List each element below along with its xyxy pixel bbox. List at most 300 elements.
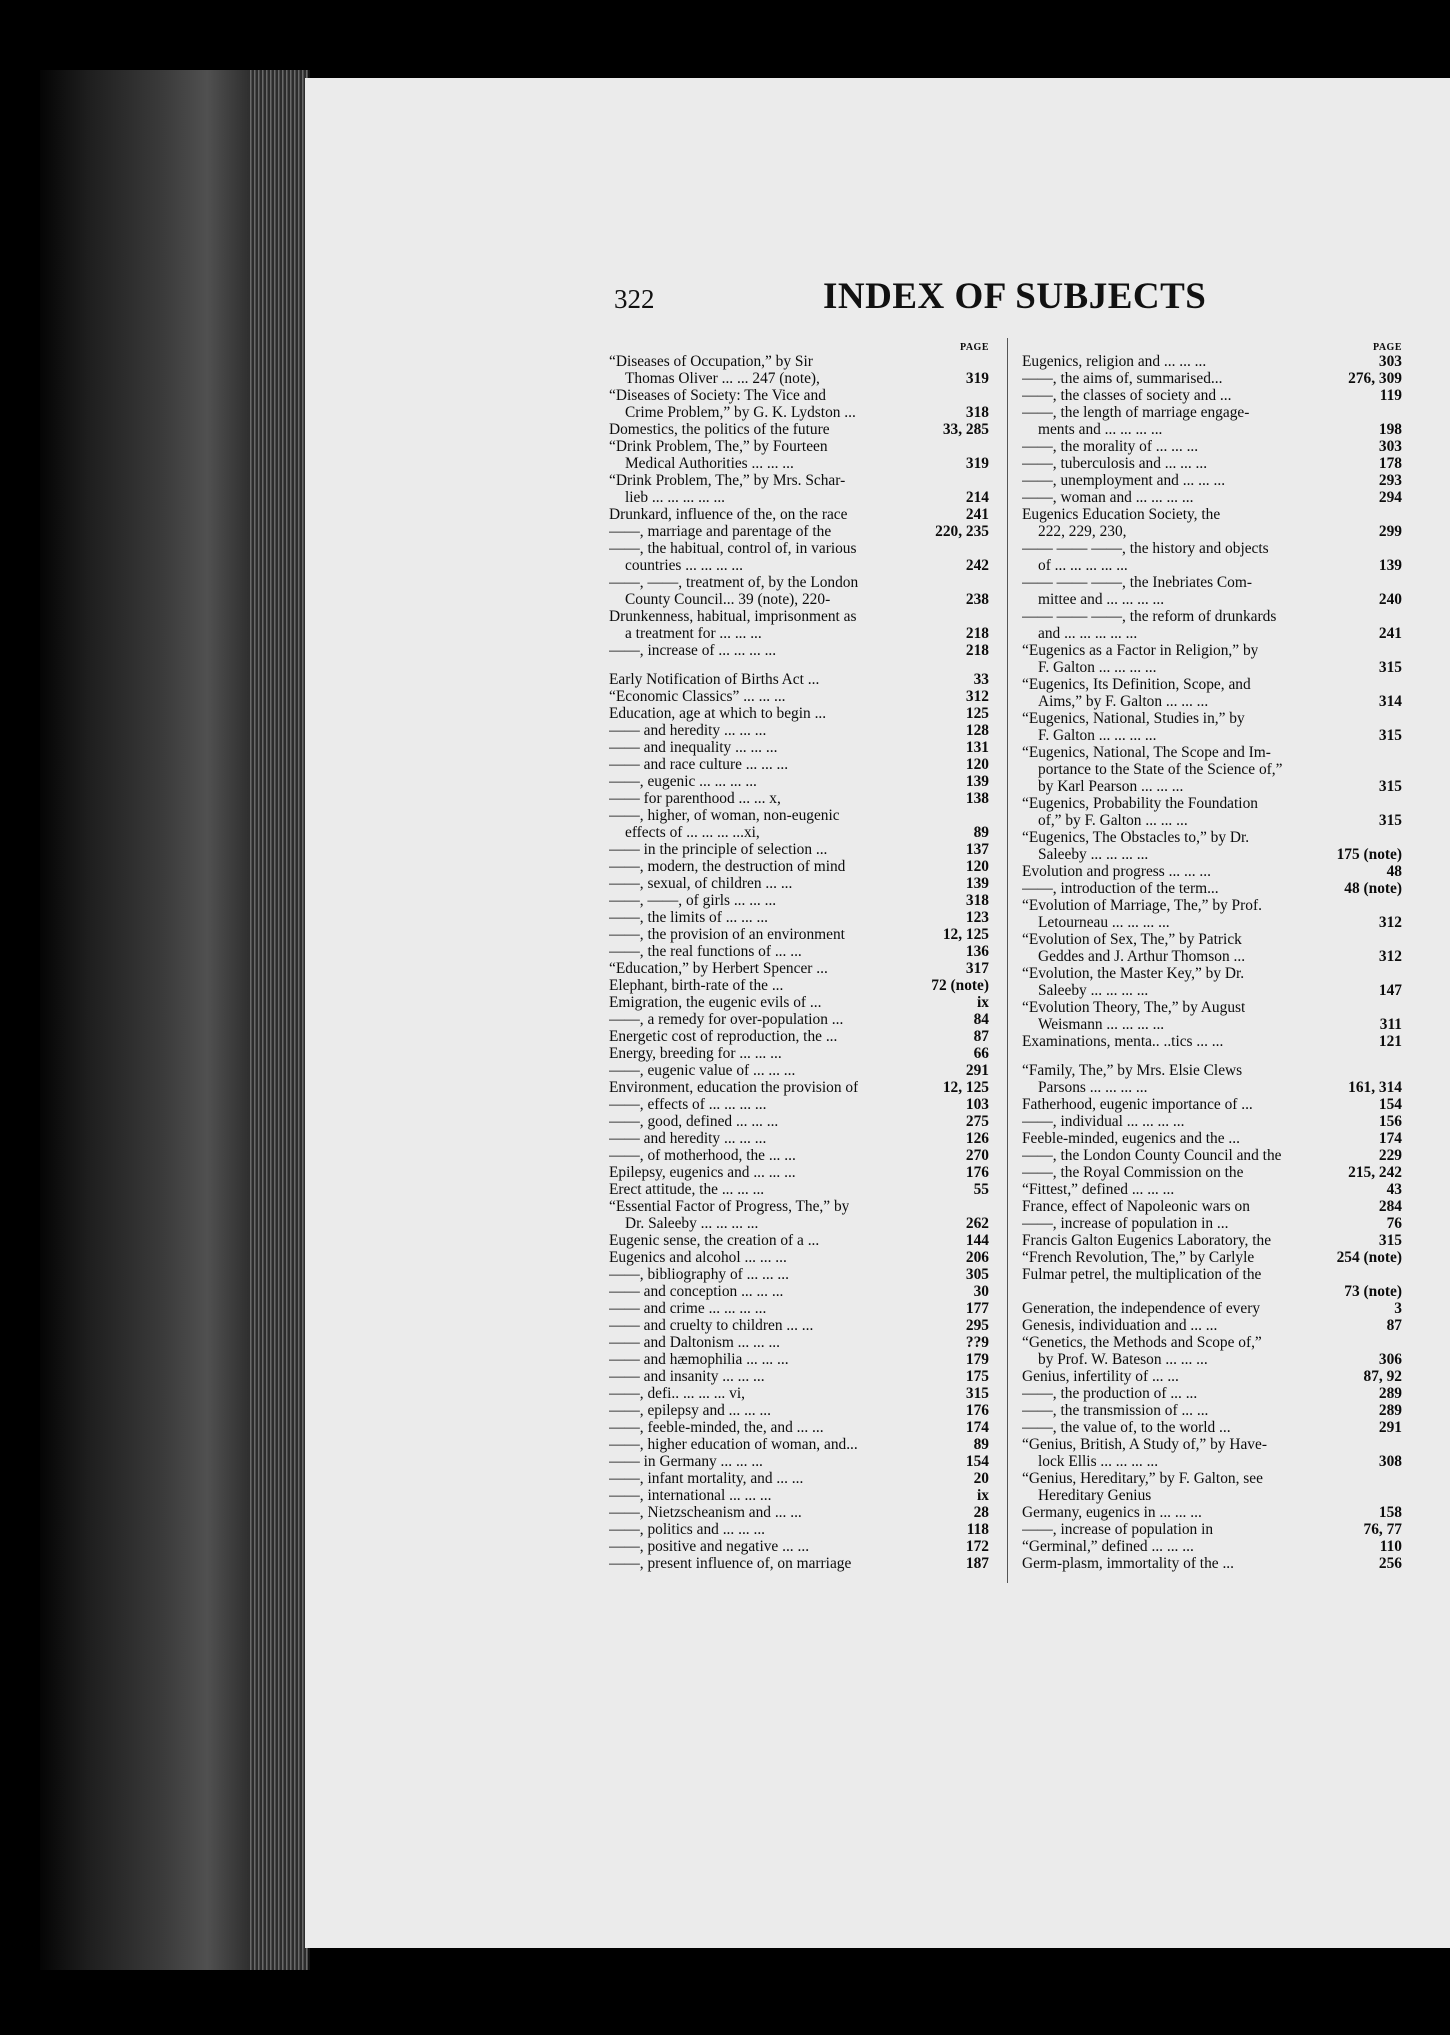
index-entry-text: “Genetics, the Methods and Scope of,” [1022, 1334, 1262, 1351]
index-entry-text: Energy, breeding for ... ... ... [609, 1045, 782, 1062]
index-entry [609, 943, 989, 960]
index-entry-text: Drunkard, influence of the, on the race [609, 506, 848, 523]
index-entry-text: “Evolution Theory, The,” by August [1022, 999, 1246, 1016]
index-entry [609, 1113, 989, 1130]
index-entry-text: ——, politics and ... ... ... [609, 1521, 766, 1538]
index-entry-text: “Evolution of Sex, The,” by Patrick [1022, 931, 1242, 948]
index-entry-page: 48 [1386, 863, 1402, 880]
index-entry [609, 1334, 989, 1351]
index-entry [609, 739, 989, 756]
index-entry [609, 1555, 989, 1572]
index-entry-text: —— and hæmophilia ... ... ... [609, 1351, 789, 1368]
index-entry [609, 909, 989, 926]
index-entry-page [1396, 1062, 1402, 1079]
index-entry-page: ix [977, 994, 989, 1011]
index-entry-text: ——, introduction of the term... [1022, 880, 1219, 897]
index-entry-text: ——, ——, treatment of, by the London [609, 574, 859, 591]
index-entry [1022, 1436, 1402, 1453]
index-entry-page: 289 [1378, 1402, 1402, 1419]
index-entry [1022, 1147, 1402, 1164]
index-entry-page: 147 [1378, 982, 1402, 999]
index-entry [1022, 455, 1402, 472]
index-entry [609, 1096, 989, 1113]
index-entry [609, 790, 989, 807]
index-entry-text: —— and conception ... ... ... [609, 1283, 784, 1300]
index-entry [1022, 693, 1402, 710]
index-entry [609, 1147, 989, 1164]
index-entry-text: —— and inequality ... ... ... [609, 739, 778, 756]
index-entry-page: 319 [965, 455, 989, 472]
index-entry-page: 295 [965, 1317, 989, 1334]
index-entry-text: ——, the classes of society and ... [1022, 387, 1232, 404]
index-entry [1022, 1130, 1402, 1147]
index-entry [609, 1028, 989, 1045]
index-entry [1022, 1198, 1402, 1215]
index-entry-page: 33, 285 [942, 421, 989, 438]
index-entry [1022, 1232, 1402, 1249]
index-entry [1022, 540, 1402, 557]
index-entry-text: “Evolution of Marriage, The,” by Prof. [1022, 897, 1262, 914]
index-entry-page [1396, 744, 1402, 761]
index-entry-page: 218 [965, 642, 989, 659]
index-entry [609, 1385, 989, 1402]
index-entry [1022, 404, 1402, 421]
index-entry-text: ——, feeble-minded, the, and ... ... [609, 1419, 824, 1436]
index-entry-page: 20 [973, 1470, 989, 1487]
index-entry [1022, 948, 1402, 965]
index-entry-text: “Drink Problem, The,” by Fourteen [609, 438, 828, 455]
index-entry [1022, 1016, 1402, 1033]
index-entry-page: 312 [965, 688, 989, 705]
index-entry [1022, 931, 1402, 948]
index-entry [1022, 1300, 1402, 1317]
index-entry-page [983, 1198, 989, 1215]
index-entry-text: Evolution and progress ... ... ... [1022, 863, 1211, 880]
index-entry-text: ——, the London County Council and the [1022, 1147, 1282, 1164]
index-entry-page: 312 [1378, 948, 1402, 965]
index-entry-text: ——, a remedy for over-population ... [609, 1011, 844, 1028]
index-entry-page: 174 [1378, 1130, 1402, 1147]
index-entry-page: 218 [965, 625, 989, 642]
index-entry [609, 438, 989, 455]
index-entry-page [1396, 642, 1402, 659]
index-entry-text: “Family, The,” by Mrs. Elsie Clews [1022, 1062, 1243, 1079]
index-entry-page: 30 [973, 1283, 989, 1300]
index-entry-text: of ... ... ... ... ... [1038, 557, 1128, 574]
index-entry-text: lieb ... ... ... ... ... [625, 489, 726, 506]
index-entry-text: by Karl Pearson ... ... ... [1038, 778, 1184, 795]
index-entry [1022, 914, 1402, 931]
index-entry-page: 87 [973, 1028, 989, 1045]
index-entry [609, 387, 989, 404]
index-entry-page [1396, 404, 1402, 421]
index-entry-page: 319 [965, 370, 989, 387]
index-entry-text: France, effect of Napoleonic wars on [1022, 1198, 1250, 1215]
index-entry-page: 262 [965, 1215, 989, 1232]
index-entry-text: —— and Daltonism ... ... ... [609, 1334, 780, 1351]
index-entry [1022, 880, 1402, 897]
index-entry-text: ——, Nietzscheanism and ... ... [609, 1504, 802, 1521]
index-entry-page: 43 [1386, 1181, 1402, 1198]
index-entry-page: 128 [965, 722, 989, 739]
index-entry-text: ——, sexual, of children ... ... [609, 875, 793, 892]
index-entry-page: 12, 125 [942, 1079, 989, 1096]
index-entry-text: ments and ... ... ... ... [1038, 421, 1163, 438]
index-entry-text: ——, the habitual, control of, in various [609, 540, 857, 557]
index-entry-text: Fulmar petrel, the multiplication of the [1022, 1266, 1262, 1283]
index-entry [609, 557, 989, 574]
index-entry [1022, 1419, 1402, 1436]
index-entry [609, 574, 989, 591]
index-entry-page: 76, 77 [1363, 1521, 1402, 1538]
index-entry-text: F. Galton ... ... ... ... [1038, 727, 1157, 744]
index-entry-text: Domestics, the politics of the future [609, 421, 830, 438]
index-entry [609, 1300, 989, 1317]
index-entry-text: “Genius, British, A Study of,” by Have- [1022, 1436, 1267, 1453]
index-entry-page [983, 387, 989, 404]
index-entry-page: 177 [965, 1300, 989, 1317]
index-entry-text: countries ... ... ... ... [625, 557, 743, 574]
index-entry-page: 305 [965, 1266, 989, 1283]
index-entry [609, 523, 989, 540]
index-entry [609, 1164, 989, 1181]
index-entry-page: 48 (note) [1344, 880, 1402, 897]
index-entry-text: “Evolution, the Master Key,” by Dr. [1022, 965, 1245, 982]
index-entry-page: 123 [965, 909, 989, 926]
index-entry-text: ——, the transmission of ... ... [1022, 1402, 1209, 1419]
index-entry-page: 126 [965, 1130, 989, 1147]
index-entry [1022, 1266, 1402, 1283]
index-entry [609, 1079, 989, 1096]
index-entry [1022, 829, 1402, 846]
index-entry [609, 875, 989, 892]
index-entry-page: 256 [1378, 1555, 1402, 1572]
index-entry [609, 1419, 989, 1436]
index-entry-page: 198 [1378, 421, 1402, 438]
index-entry-text: ——, of motherhood, the ... ... [609, 1147, 796, 1164]
index-entry [609, 824, 989, 841]
index-entry-page [1396, 1487, 1402, 1504]
index-entry-text: ——, present influence of, on marriage [609, 1555, 852, 1572]
index-entry [609, 1470, 989, 1487]
index-entry [1022, 744, 1402, 761]
entry-gap [609, 659, 989, 671]
index-entry-page: 174 [965, 1419, 989, 1436]
index-entry-text: ——, bibliography of ... ... ... [609, 1266, 789, 1283]
index-entry-page: 154 [965, 1453, 989, 1470]
index-entry-page [1396, 897, 1402, 914]
index-entry [609, 421, 989, 438]
index-entry [1022, 795, 1402, 812]
index-entry-text: ——, individual ... ... ... ... [1022, 1113, 1185, 1130]
index-entry-text: Erect attitude, the ... ... ... [609, 1181, 765, 1198]
index-entry [1022, 574, 1402, 591]
index-column-right [1022, 336, 1402, 1572]
index-entry-page: 175 (note) [1336, 846, 1402, 863]
index-entry [1022, 523, 1402, 540]
index-column-left [609, 336, 989, 1572]
entry-gap [1022, 1050, 1402, 1062]
index-entry-page: 308 [1378, 1453, 1402, 1470]
index-entry-text: Eugenic sense, the creation of a ... [609, 1232, 820, 1249]
index-entry [609, 625, 989, 642]
index-entry [609, 608, 989, 625]
index-entry [609, 671, 989, 688]
index-entry-text: Dr. Saleeby ... ... ... ... [625, 1215, 759, 1232]
index-entry-text: —— and heredity ... ... ... [609, 722, 767, 739]
index-entry [609, 1215, 989, 1232]
index-entry-text: Aims,” by F. Galton ... ... ... [1038, 693, 1209, 710]
index-entry-page: 215, 242 [1348, 1164, 1402, 1181]
index-entry-page: 214 [965, 489, 989, 506]
index-entry-page: 110 [1379, 1538, 1402, 1555]
index-entry [609, 1317, 989, 1334]
index-entry [1022, 642, 1402, 659]
index-entry-page: 139 [965, 875, 989, 892]
index-entry [1022, 1385, 1402, 1402]
index-entry-page: 120 [965, 858, 989, 875]
index-entry-page: 318 [965, 892, 989, 909]
page-column-label: PAGE [959, 342, 989, 353]
index-entry [609, 960, 989, 977]
index-entry-page: 176 [965, 1402, 989, 1419]
index-entry [1022, 1181, 1402, 1198]
index-entry-page [983, 540, 989, 557]
index-entry-text: ——, modern, the destruction of mind [609, 858, 846, 875]
index-entry [1022, 1062, 1402, 1079]
index-entry [609, 489, 989, 506]
index-entry-text: ——, defi.. ... ... ... vi, [609, 1385, 745, 1402]
index-entry [609, 1453, 989, 1470]
index-entry-text: a treatment for ... ... ... [625, 625, 762, 642]
page-column-label: PAGE [1372, 342, 1402, 353]
index-entry-page: 275 [965, 1113, 989, 1130]
index-entry-page [1396, 931, 1402, 948]
index-entry-text: ——, ——, of girls ... ... ... [609, 892, 777, 909]
index-entry [609, 688, 989, 705]
index-entry-page: 66 [973, 1045, 989, 1062]
index-entry-text: Drunkenness, habitual, imprisonment as [609, 608, 857, 625]
index-entry [1022, 438, 1402, 455]
index-entry [609, 756, 989, 773]
index-entry-text: ——, the production of ... ... [1022, 1385, 1198, 1402]
index-entry-text: lock Ellis ... ... ... ... [1038, 1453, 1159, 1470]
index-entry-page: 139 [1378, 557, 1402, 574]
index-entry-text: —— —— ——, the reform of drunkards [1022, 608, 1277, 625]
index-entry-text: ——, woman and ... ... ... ... [1022, 489, 1194, 506]
index-entry [1022, 778, 1402, 795]
index-entry-text: ——, increase of population in ... [1022, 1215, 1229, 1232]
index-entry-page: 270 [965, 1147, 989, 1164]
index-entry-page: 87, 92 [1363, 1368, 1402, 1385]
index-entry-page: 156 [1378, 1113, 1402, 1130]
index-entry-text: —— and heredity ... ... ... [609, 1130, 767, 1147]
index-entry-text: ——, epilepsy and ... ... ... [609, 1402, 772, 1419]
index-entry [609, 1045, 989, 1062]
index-entry-page: 161, 314 [1348, 1079, 1402, 1096]
index-entry-page: 303 [1378, 438, 1402, 455]
index-entry-page [1396, 608, 1402, 625]
index-entry-text: “Eugenics, National, Studies in,” by [1022, 710, 1245, 727]
index-entry-page [1396, 1266, 1402, 1283]
index-entry-page: 289 [1378, 1385, 1402, 1402]
index-entry-page: 158 [1378, 1504, 1402, 1521]
index-entry [1022, 1249, 1402, 1266]
index-entry-text: ——, the length of marriage engage- [1022, 404, 1250, 421]
index-entry [609, 1198, 989, 1215]
index-entry [609, 926, 989, 943]
index-entry-page: 12, 125 [942, 926, 989, 943]
index-entry-page: 293 [1378, 472, 1402, 489]
index-entry-page: 89 [973, 824, 989, 841]
index-entry-text: Saleeby ... ... ... ... [1038, 982, 1149, 999]
index-entry-page: 125 [965, 705, 989, 722]
index-entry-page [983, 472, 989, 489]
index-entry-text: —— —— ——, the Inebriates Com- [1022, 574, 1252, 591]
index-entry-text: Germ-plasm, immortality of the ... [1022, 1555, 1235, 1572]
index-entry-text: “Essential Factor of Progress, The,” by [609, 1198, 850, 1215]
index-entry-text: Hereditary Genius [1038, 1487, 1152, 1504]
index-entry [1022, 999, 1402, 1016]
index-entry-text: “Fittest,” defined ... ... ... [1022, 1181, 1175, 1198]
index-entry [609, 1249, 989, 1266]
index-entry [1022, 1521, 1402, 1538]
index-entry [609, 540, 989, 557]
index-entry [1022, 1317, 1402, 1334]
index-entry [1022, 1215, 1402, 1232]
index-entry [609, 591, 989, 608]
index-entry [609, 1266, 989, 1283]
index-entry [1022, 625, 1402, 642]
index-entry-text: and ... ... ... ... ... [1038, 625, 1138, 642]
index-entry-text: —— and cruelty to children ... ... [609, 1317, 814, 1334]
index-entry-text: ——, tuberculosis and ... ... ... [1022, 455, 1208, 472]
index-entry [1022, 1402, 1402, 1419]
index-entry [609, 1504, 989, 1521]
index-entry-page [983, 608, 989, 625]
index-entry [609, 1402, 989, 1419]
index-entry-text: ——, higher education of woman, and... [609, 1436, 858, 1453]
index-entry-text: “Germinal,” defined ... ... ... [1022, 1538, 1194, 1555]
index-entry [1022, 965, 1402, 982]
index-entry [1022, 761, 1402, 778]
index-entry-text: ——, unemployment and ... ... ... [1022, 472, 1226, 489]
index-entry-text: “Eugenics, Its Definition, Scope, and [1022, 676, 1251, 693]
index-entry-text: ——, increase of ... ... ... ... [609, 642, 777, 659]
index-entry-page: 138 [965, 790, 989, 807]
index-entry-page: 240 [1378, 591, 1402, 608]
index-entry-text: Letourneau ... ... ... ... [1038, 914, 1170, 931]
index-entry [1022, 421, 1402, 438]
index-entry [1022, 1453, 1402, 1470]
index-entry-page: 284 [1378, 1198, 1402, 1215]
index-entry-page: 131 [965, 739, 989, 756]
page-edges [250, 70, 308, 1970]
index-entry-page: 119 [1379, 387, 1402, 404]
index-entry-page [1396, 506, 1402, 523]
index-entry-text: Environment, education the provision of [609, 1079, 859, 1096]
index-entry-page: 144 [965, 1232, 989, 1249]
index-entry-page: 303 [1378, 353, 1402, 370]
index-entry-page: 306 [1378, 1351, 1402, 1368]
index-entry-text: ——, effects of ... ... ... ... [609, 1096, 767, 1113]
index-entry-text: ——, the real functions of ... ... [609, 943, 802, 960]
index-entry-text: “Eugenics, The Obstacles to,” by Dr. [1022, 829, 1250, 846]
index-entry-text: 222, 229, 230, [1038, 523, 1127, 540]
index-entry-page: 276, 309 [1348, 370, 1402, 387]
page-number: 322 [614, 284, 655, 314]
index-entry-page: 241 [965, 506, 989, 523]
index-entry-text: ——, the morality of ... ... ... [1022, 438, 1199, 455]
index-entry-text: “Diseases of Society: The Vice and [609, 387, 826, 404]
index-entry [1022, 370, 1402, 387]
index-entry-text: Elephant, birth-rate of the ... [609, 977, 784, 994]
index-entry [609, 1351, 989, 1368]
index-entry [1022, 506, 1402, 523]
index-entry-page [1396, 540, 1402, 557]
index-entry-page [1396, 761, 1402, 778]
index-entry [609, 1538, 989, 1555]
index-entry-text: Francis Galton Eugenics Laboratory, the [1022, 1232, 1272, 1249]
index-entry [609, 977, 989, 994]
index-entry-text: ——, the value of, to the world ... [1022, 1419, 1231, 1436]
index-entry-text: Epilepsy, eugenics and ... ... ... [609, 1164, 796, 1181]
index-entry [1022, 812, 1402, 829]
index-entry-page: 291 [1378, 1419, 1402, 1436]
index-entry [1022, 1504, 1402, 1521]
index-entry-page: 318 [965, 404, 989, 421]
index-entry-page: ix [977, 1487, 989, 1504]
index-entry-text: —— and race culture ... ... ... [609, 756, 789, 773]
index-entry-page: 28 [973, 1504, 989, 1521]
index-entry [1022, 1033, 1402, 1050]
index-entry-page: 179 [965, 1351, 989, 1368]
index-entry [609, 472, 989, 489]
index-entry-text: —— in the principle of selection ... [609, 841, 828, 858]
index-entry [609, 1232, 989, 1249]
index-entry-page: 315 [1378, 659, 1402, 676]
index-entry-text: ——, positive and negative ... ... [609, 1538, 810, 1555]
index-entry [1022, 387, 1402, 404]
index-entry-text: by Prof. W. Bateson ... ... ... [1038, 1351, 1208, 1368]
index-entry-text: —— —— ——, the history and objects [1022, 540, 1269, 557]
index-entry-text: Emigration, the eugenic evils of ... [609, 994, 822, 1011]
index-entry-page: 254 (note) [1336, 1249, 1402, 1266]
index-entry [1022, 1079, 1402, 1096]
index-entry-page: 241 [1378, 625, 1402, 642]
index-entry-text: effects of ... ... ... ...xi, [625, 824, 760, 841]
index-entry-page: 120 [965, 756, 989, 773]
index-entry-text: Generation, the independence of every [1022, 1300, 1261, 1317]
index-entry-page: 139 [965, 773, 989, 790]
index-entry [1022, 1538, 1402, 1555]
index-entry-page [1396, 1334, 1402, 1351]
index-entry-page: 315 [1378, 778, 1402, 795]
index-entry-text: “Diseases of Occupation,” by Sir [609, 353, 813, 370]
index-entry-page: 315 [1378, 727, 1402, 744]
index-entry-page: 220, 235 [935, 523, 989, 540]
index-entry-page: 103 [965, 1096, 989, 1113]
index-entry [1022, 863, 1402, 880]
index-entry-page: 294 [1378, 489, 1402, 506]
index-entry-text: —— for parenthood ... ... x, [609, 790, 781, 807]
index-entry-text: Eugenics and alcohol ... ... ... [609, 1249, 787, 1266]
index-entry [1022, 727, 1402, 744]
index-entry-page: 187 [965, 1555, 989, 1572]
index-entry-text: ——, good, defined ... ... ... [609, 1113, 779, 1130]
index-entry-text: County Council... 39 (note), 220- [625, 591, 831, 608]
index-entry-page [983, 574, 989, 591]
